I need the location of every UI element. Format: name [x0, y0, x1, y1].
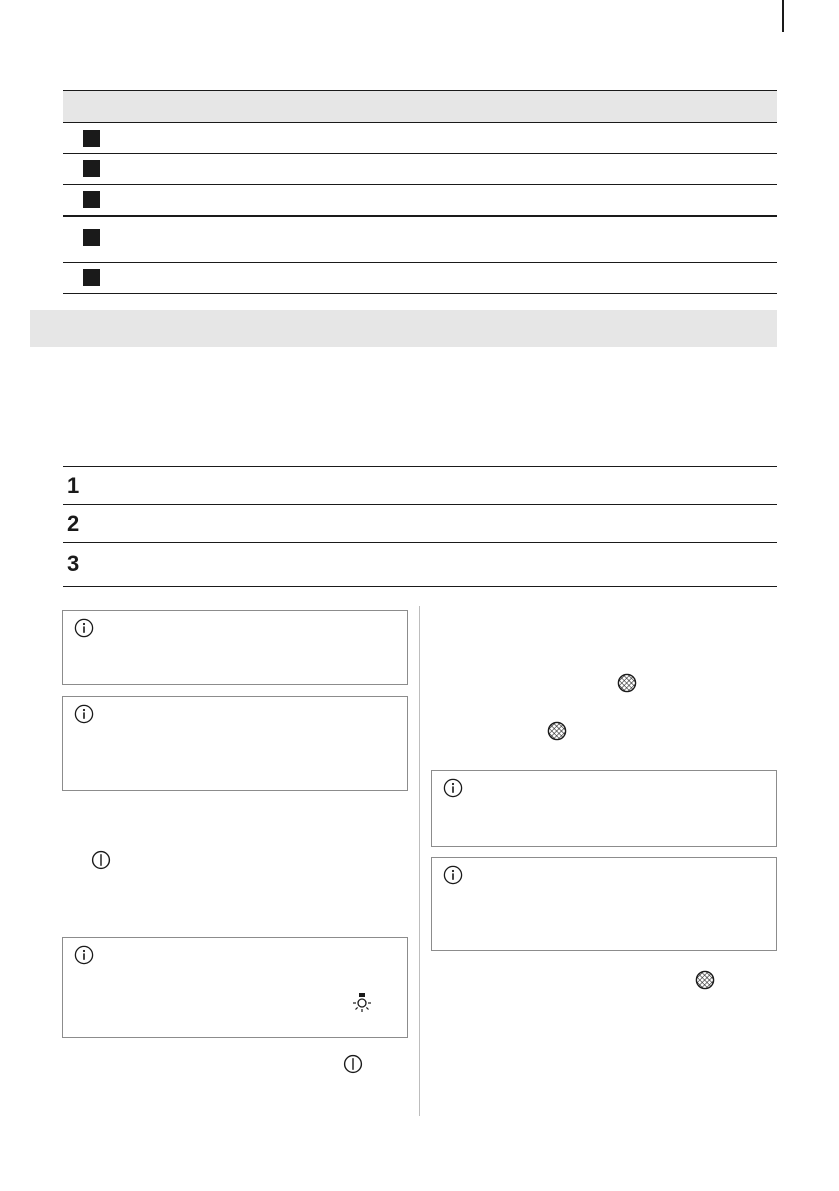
- info-note: [62, 937, 408, 1038]
- numbered-table: [63, 466, 777, 587]
- info-circle-icon: [74, 704, 94, 724]
- table-row: [63, 185, 777, 217]
- black-square-icon: [83, 191, 100, 208]
- power-icon: [91, 850, 111, 870]
- info-note: [62, 696, 408, 791]
- table-row: [63, 543, 777, 587]
- black-square-icon: [83, 130, 100, 147]
- column-divider: [419, 606, 420, 1116]
- table-row: [63, 263, 777, 294]
- info-note: [62, 610, 408, 685]
- row-number: 2: [67, 511, 80, 536]
- hatched-circle-icon: [617, 673, 637, 693]
- marker-table: [63, 90, 777, 294]
- table-row: [63, 154, 777, 185]
- table-row: [63, 467, 777, 505]
- info-circle-icon: [74, 618, 94, 638]
- info-circle-icon: [443, 865, 463, 885]
- lamp-icon: [351, 992, 373, 1014]
- black-square-icon: [83, 160, 100, 177]
- row-number: 1: [67, 473, 80, 498]
- table-row: [63, 505, 777, 543]
- hatched-circle-icon: [547, 721, 567, 741]
- table-row: [63, 123, 777, 154]
- info-note: [431, 857, 777, 951]
- page-edge-rule: [782, 0, 784, 32]
- hatched-circle-icon: [695, 970, 715, 990]
- row-number: 3: [67, 551, 80, 576]
- section-heading-bar: [30, 310, 777, 347]
- info-circle-icon: [443, 778, 463, 798]
- info-note: [431, 770, 777, 847]
- marker-table-header: [63, 90, 777, 123]
- black-square-icon: [83, 229, 100, 246]
- table-row: [63, 217, 777, 263]
- power-icon: [343, 1054, 363, 1074]
- black-square-icon: [83, 269, 100, 286]
- info-circle-icon: [74, 945, 94, 965]
